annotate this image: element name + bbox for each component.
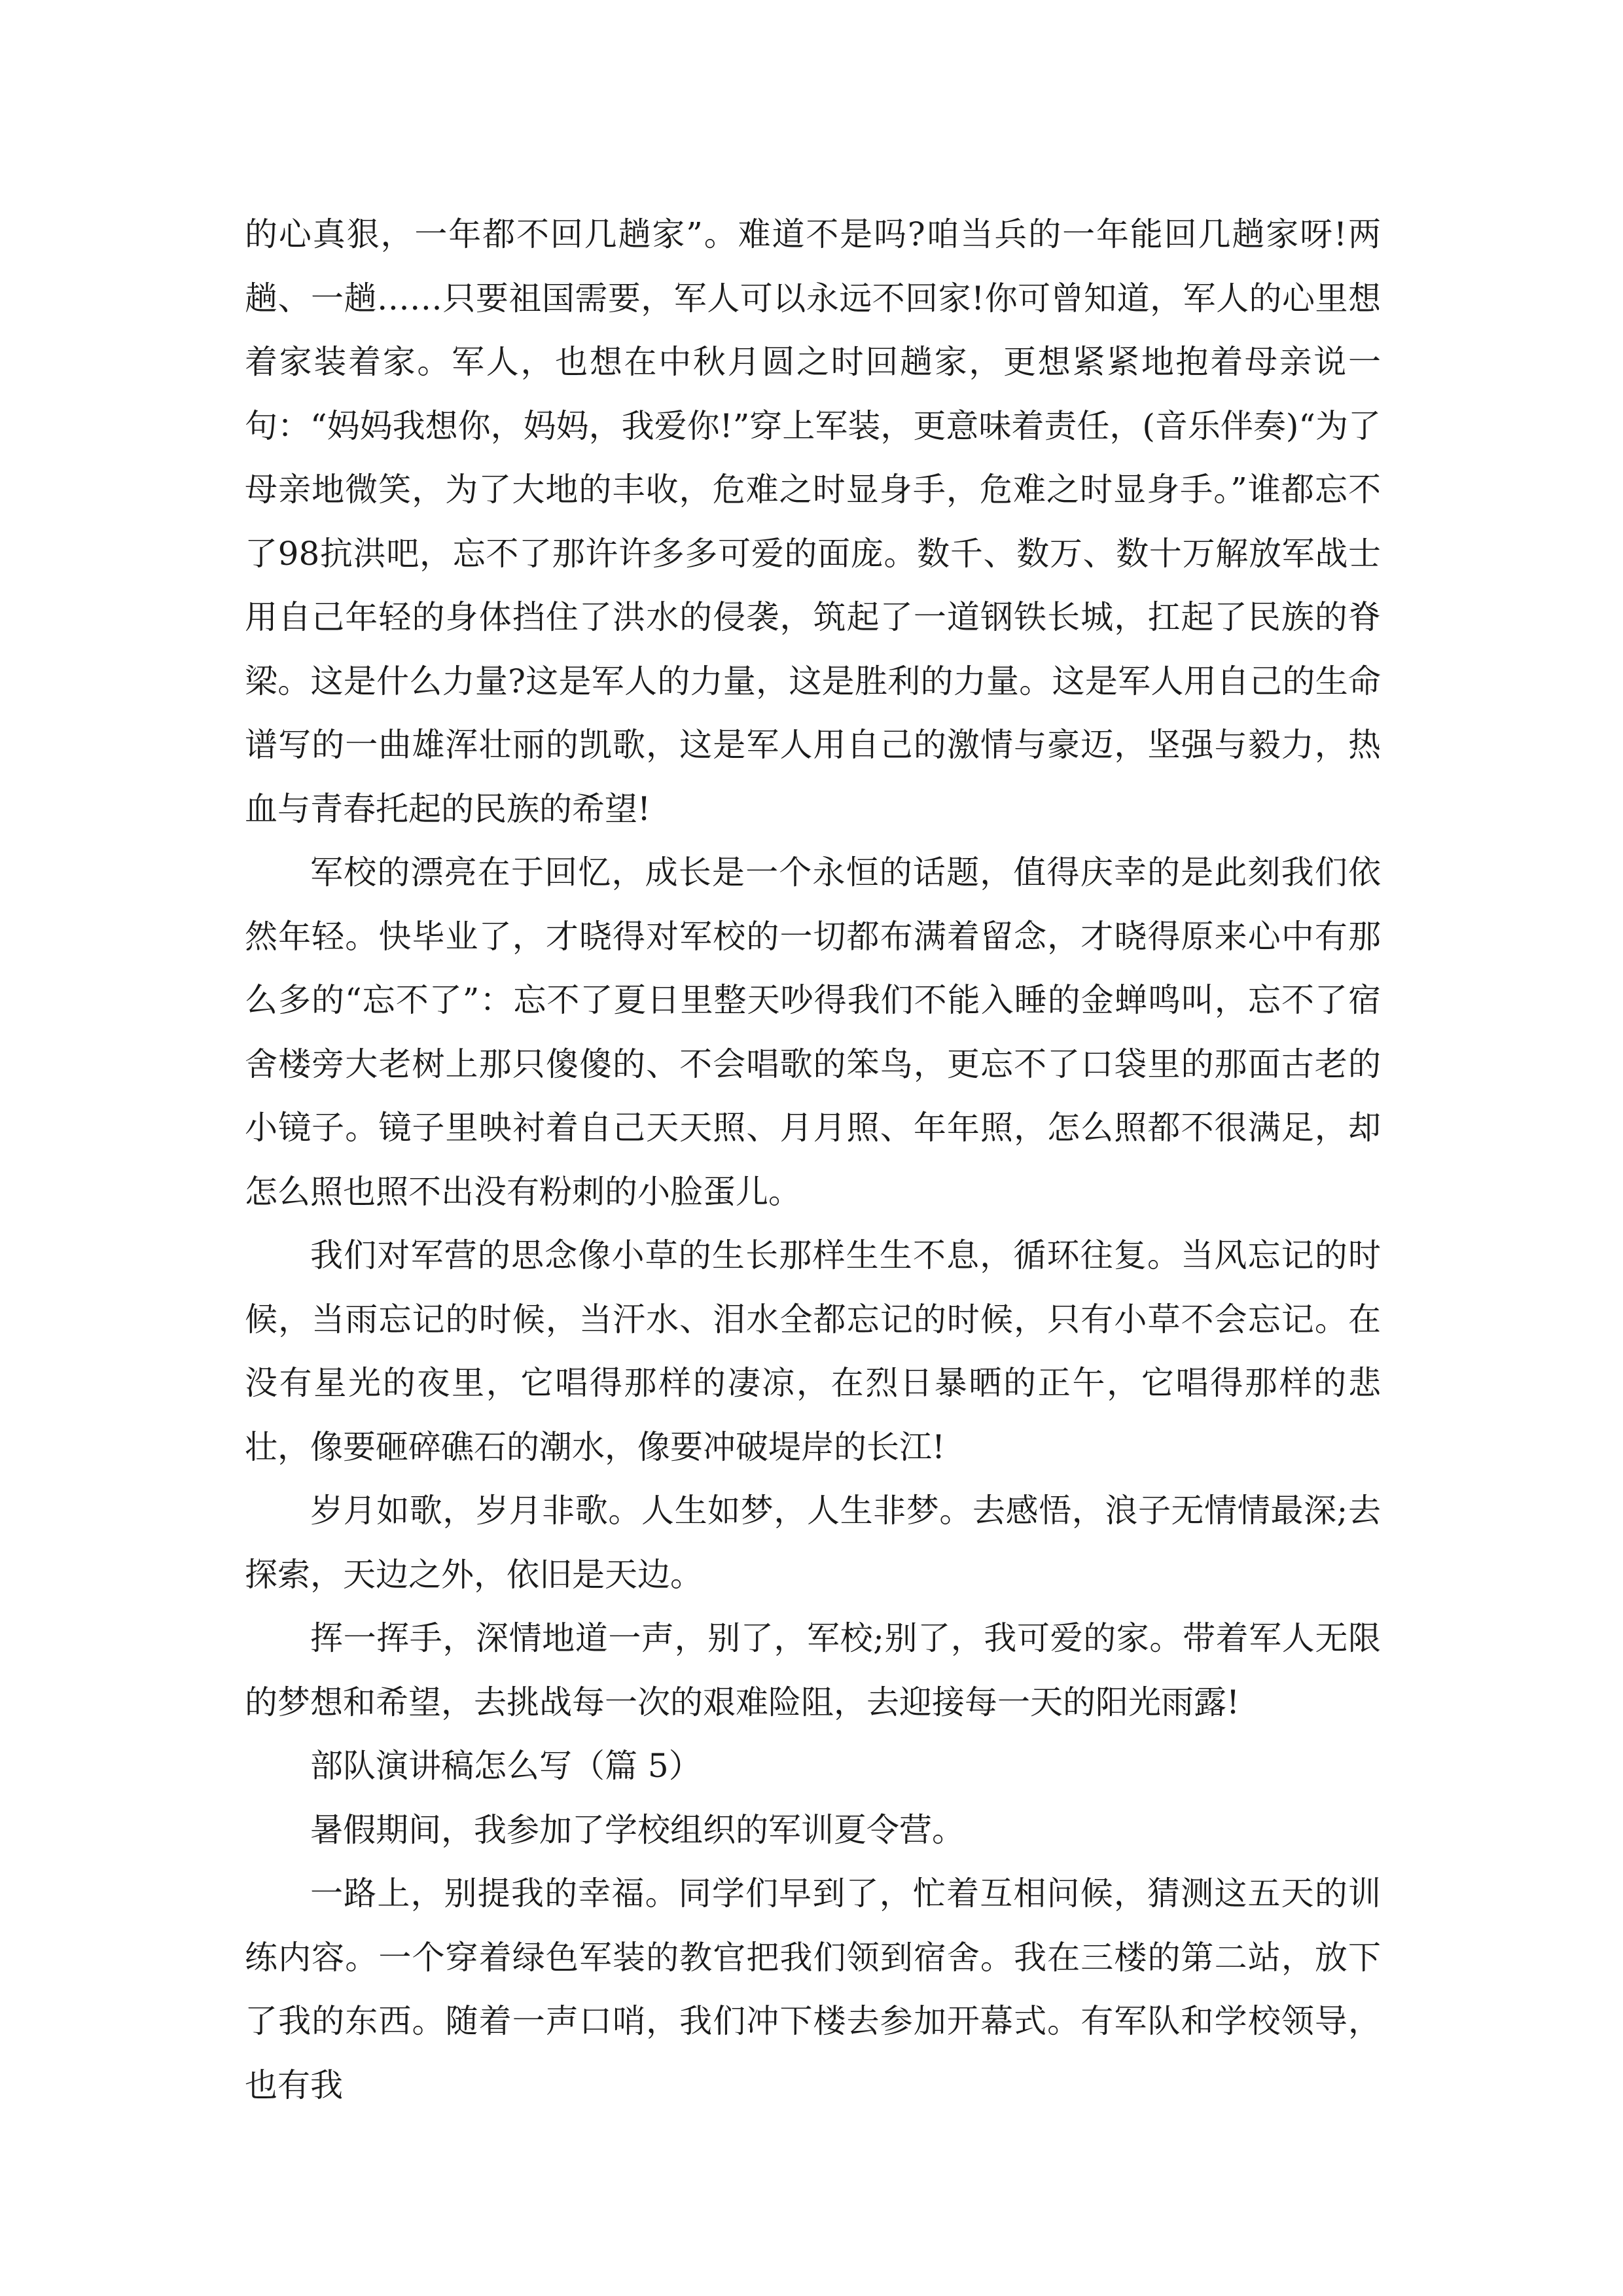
paragraph-summer-camp: 暑假期间，我参加了学校组织的军训夏令营。 <box>310 1810 965 1849</box>
paragraph-soldier-home: 的心真狠，一年都不回几趟家”。难道不是吗?咱当兵的一年能回几趟家呀!两趟、一趟……只要祖国需要，军人可以永远不回家!你可曾知道，军人的心里想着家装着家。军人，也想在中秋月圆之时回趟家，更想紧紧地抱着母亲说一句：“妈妈我想你，妈妈，我爱你!”穿上军装，更意味着责任，(音乐伴奏)“为了母亲地微笑，为了大地的丰收，危难之时显身手，危难之时显身手。”谁都忘不了98抗洪吧，忘不了那许许多多可爱的面庞。数千、数万、数十万解放军战士用自己年轻的身体挡住了洪水的侵袭，筑起了一道钢铁长城，扛起了民族的脊梁。这是什么力量?这是军人的力量，这是胜利的力量。这是军人用自己的生命谱写的一曲雄浑壮丽的凯歌，这是军人用自己的激情与豪迈，坚强与毅力，热血与青春托起的民族的希望! <box>245 215 1381 828</box>
section-heading: 部队演讲稿怎么写（篇 5） <box>310 1747 702 1785</box>
paragraph-longing-for-barracks: 我们对军营的思念像小草的生长那样生生不息，循环往复。当风忘记的时候，当雨忘记的时候，当汗水、泪水全都忘记的时候，只有小草不会忘记。在没有星光的夜里，它唱得那样的凄凉，在烈日暴晒的正午，它唱得那样的悲壮，像要砸碎礁石的潮水，像要冲破堤岸的长江! <box>245 1236 1381 1466</box>
paragraph-farewell: 挥一挥手，深情地道一声，别了，军校;别了，我可爱的家。带着军人无限的梦想和希望，去挑战每一次的艰难险阻，去迎接每一天的阳光雨露! <box>245 1619 1381 1721</box>
document-body <box>245 203 1381 2117</box>
paragraph-arrival: 一路上，别提我的幸福。同学们早到了，忙着互相问候，猜测这五天的训练内容。一个穿着绿色军装的教官把我们领到宿舍。我在三楼的第二站，放下了我的东西。随着一声口哨，我们冲下楼去参加开幕式。有军队和学校领导，也有我 <box>245 1874 1381 2104</box>
paragraph-military-school-memories: 军校的漂亮在于回忆，成长是一个永恒的话题，值得庆幸的是此刻我们依然年轻。快毕业了，才晓得对军校的一切都布满着留念，才晓得原来心中有那么多的“忘不了”：忘不了夏日里整天吵得我们不能入睡的金蝉鸣叫，忘不了宿舍楼旁大老树上那只傻傻的、不会唱歌的笨鸟，更忘不了口袋里的那面古老的小镜子。镜子里映衬着自己天天照、月月照、年年照，怎么照都不很满足，却怎么照也照不出没有粉刺的小脸蛋儿。 <box>245 853 1381 1211</box>
paragraph-years-like-song: 岁月如歌，岁月非歌。人生如梦，人生非梦。去感悟，浪子无情情最深;去探索，天边之外，依旧是天边。 <box>245 1492 1381 1594</box>
